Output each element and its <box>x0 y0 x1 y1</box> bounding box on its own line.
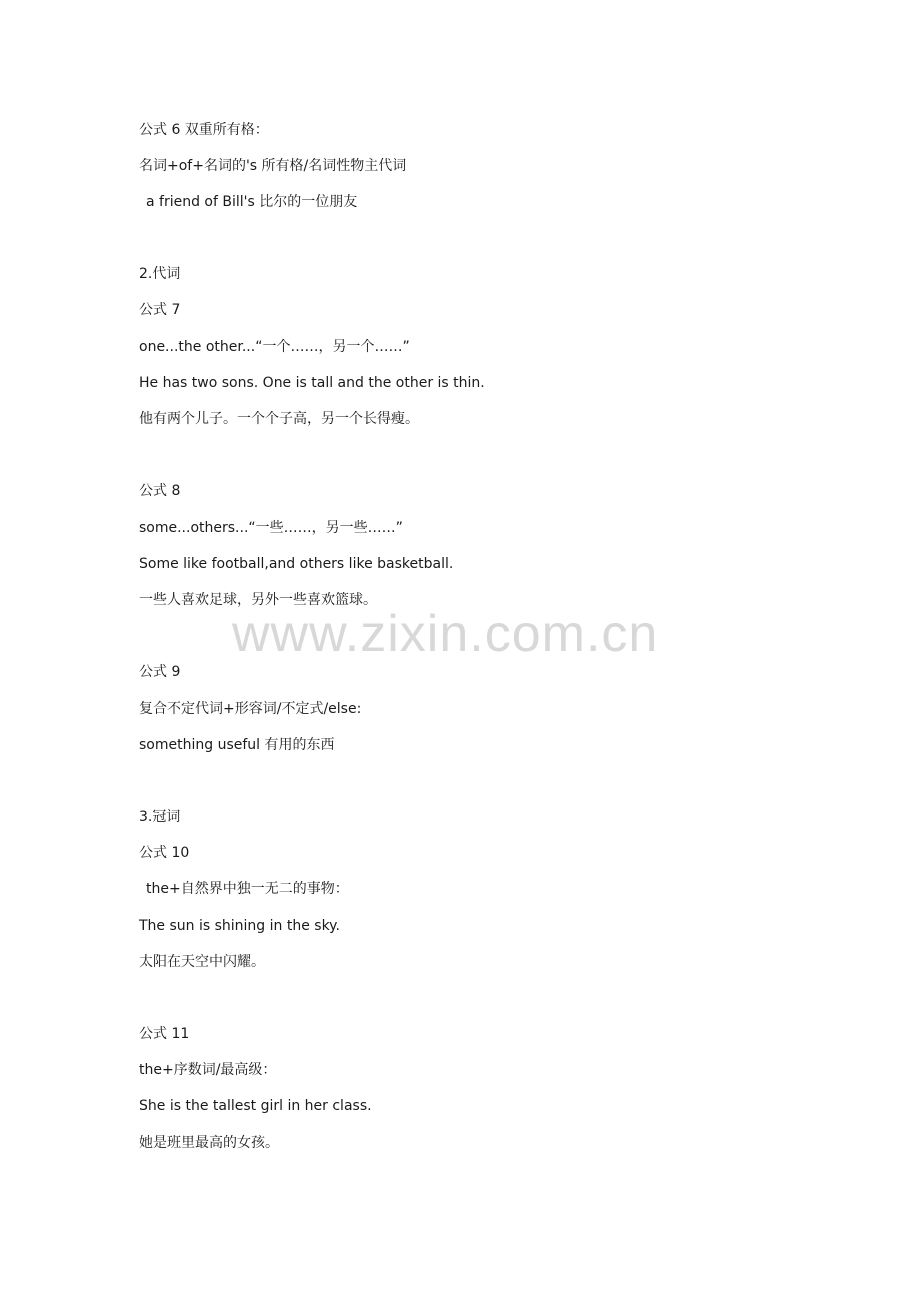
formula-11-example-en: She is the tallest girl in her class. <box>139 1098 372 1114</box>
formula-8-example-en: Some like football,and others like basketball. <box>139 556 454 572</box>
formula-9-heading: 公式 9 <box>139 664 181 680</box>
formula-10-example-zh: 太阳在天空中闪耀。 <box>139 954 265 970</box>
formula-7-heading: 公式 7 <box>139 302 181 318</box>
formula-10-example-en: The sun is shining in the sky. <box>139 918 340 934</box>
formula-6-heading: 公式 6 双重所有格： <box>139 122 269 138</box>
formula-9-example: something useful 有用的东西 <box>139 737 335 753</box>
formula-10-heading: 公式 10 <box>139 845 190 861</box>
formula-7-example-zh: 他有两个儿子。一个个子高，另一个长得瘦。 <box>139 411 419 427</box>
formula-8-heading: 公式 8 <box>139 483 181 499</box>
formula-8-rule: some...others...“一些……，另一些……” <box>139 520 403 536</box>
formula-8-example-zh: 一些人喜欢足球，另外一些喜欢篮球。 <box>139 592 377 608</box>
section-articles-heading: 3.冠词 <box>139 809 181 825</box>
watermark: www.zixin.com.cn <box>232 605 659 663</box>
formula-6-rule: 名词+of+名词的's 所有格/名词性物主代词 <box>139 158 407 174</box>
formula-7-rule: one...the other...“一个……，另一个……” <box>139 339 410 355</box>
formula-11-heading: 公式 11 <box>139 1026 190 1042</box>
formula-10-rule: the+自然界中独一无二的事物： <box>146 881 349 897</box>
formula-9-rule: 复合不定代词+形容词/不定式/else: <box>139 701 362 717</box>
formula-11-rule: the+序数词/最高级： <box>139 1062 277 1078</box>
formula-6-example: a friend of Bill's 比尔的一位朋友 <box>146 194 358 210</box>
section-pronouns-heading: 2.代词 <box>139 266 181 282</box>
formula-11-example-zh: 她是班里最高的女孩。 <box>139 1135 279 1151</box>
formula-7-example-en: He has two sons. One is tall and the other is thin. <box>139 375 485 391</box>
